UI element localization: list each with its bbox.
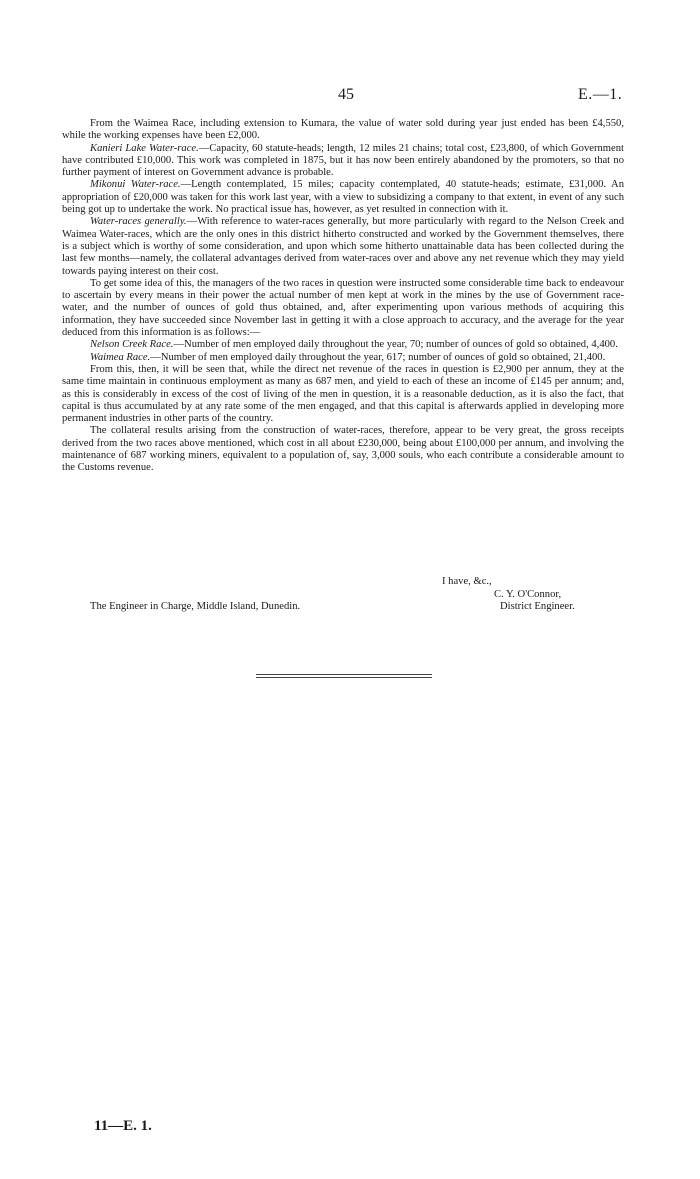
document-code: E.—1. [578, 86, 623, 103]
divider-rule-upper [256, 674, 432, 675]
paragraph-water-races-text: —With reference to water-races generally, but more particularly with regard to the Nelson Creek and Waimea Water-races, which are the only ones in this district hitherto constructed and worked by the Government themselves, there is a subject which is worthy of some consideration, and upon which some hitherto unattainable data has been collected during the last few months—namely, the collateral advantages derived from water-races over and above any net revenue which they may yield towards paying interest on their cost. [62, 216, 624, 277]
body-text [62, 118, 624, 475]
paragraph-waimea-revenue: From the Waimea Race, including extension to Kumara, the value of water sold during year just ended has been £4,550, while the working expenses have been £2,000. [62, 118, 624, 142]
closing-phrase: I have, &c., [442, 576, 492, 587]
section-heading-nelson-creek: Nelson Creek Race. [90, 339, 174, 351]
section-heading-waimea: Waimea Race. [90, 351, 151, 363]
section-heading-water-races: Water-races generally. [90, 216, 187, 228]
page-number: 45 [338, 86, 354, 103]
signatory-title: District Engineer. [500, 601, 575, 612]
addressee: The Engineer in Charge, Middle Island, Dunedin. [90, 601, 301, 612]
paragraph-method: To get some idea of this, the managers of the two races in question were instructed some considerable time back to endeavour to ascertain by every means in their power the actual number of men kept at work in the mines by the use of Government race-water, and the number of ounces of gold thus obtained, and, after experimenting upon various methods of acquiring this information, they have succeeded since November last in getting it with a close approach to accuracy, and the average for the year deduced from this information is as follows:— [62, 277, 624, 339]
paragraph-nelson-creek [62, 339, 624, 351]
section-heading-kanieri: Kanieri Lake Water-race. [90, 142, 199, 154]
paragraph-kanieri [62, 143, 624, 180]
paragraph-kanieri-text: —Capacity, 60 statute-heads; length, 12 miles 21 chains; total cost, £23,800, of which Government have contributed £10,000. This work was completed in 1875, but it has now been entirely abandoned by the promoters, so that no further payment of interest on Government advance is probable. [62, 142, 624, 179]
divider-rule-lower [256, 677, 432, 678]
paragraph-nelson-creek-text: —Number of men employed daily throughout the year, 70; number of ounces of gold so obtained, 4,400. [173, 339, 618, 351]
paragraph-collateral-results: The collateral results arising from the construction of water-races, therefore, appear to be very great, the gross receipts derived from the two races above mentioned, which cost in all about £230,000, being about £100,000 per annum, and involving the maintenance of 687 working miners, equivalent to a population of, say, 3,000 souls, who each contribute a considerable amount to the Customs revenue. [62, 425, 624, 474]
footer-code: 11—E. 1. [94, 1118, 152, 1134]
paragraph-waimea-text: —Number of men employed daily throughout the year, 617; number of ounces of gold so obtained, 21,400. [150, 351, 606, 363]
paragraph-mikonui-text: —Length contemplated, 15 miles; capacity contemplated, 40 statute-heads; estimate, £31,000. An appropriation of £20,000 was taken for this work last year, with a view to subsidizing a company to that extent, in event of any such being got up to undertake the work. No practical issue has, however, as yet resulted in connection with it. [62, 179, 624, 216]
paragraph-deduction: From this, then, it will be seen that, while the direct net revenue of the races in question is £2,900 per annum, they at the same time maintain in continuous employment as many as 687 men, and yield to each of these an income of £145 per annum; and, as this is considerably in excess of the cost of living of the men in question, it is a reasonable deduction, as it is also the fact, that capital is thus accumulated by at any rate some of the men engaged, and that this capital is afterwards applied in developing more permanent industries in other parts of the country. [62, 363, 624, 425]
section-heading-mikonui: Mikonui Water-race. [90, 179, 181, 191]
paragraph-waimea-race [62, 352, 624, 364]
paragraph-water-races-generally [62, 216, 624, 277]
signatory-name: C. Y. O'Connor, [494, 589, 562, 600]
paragraph-mikonui [62, 179, 624, 216]
